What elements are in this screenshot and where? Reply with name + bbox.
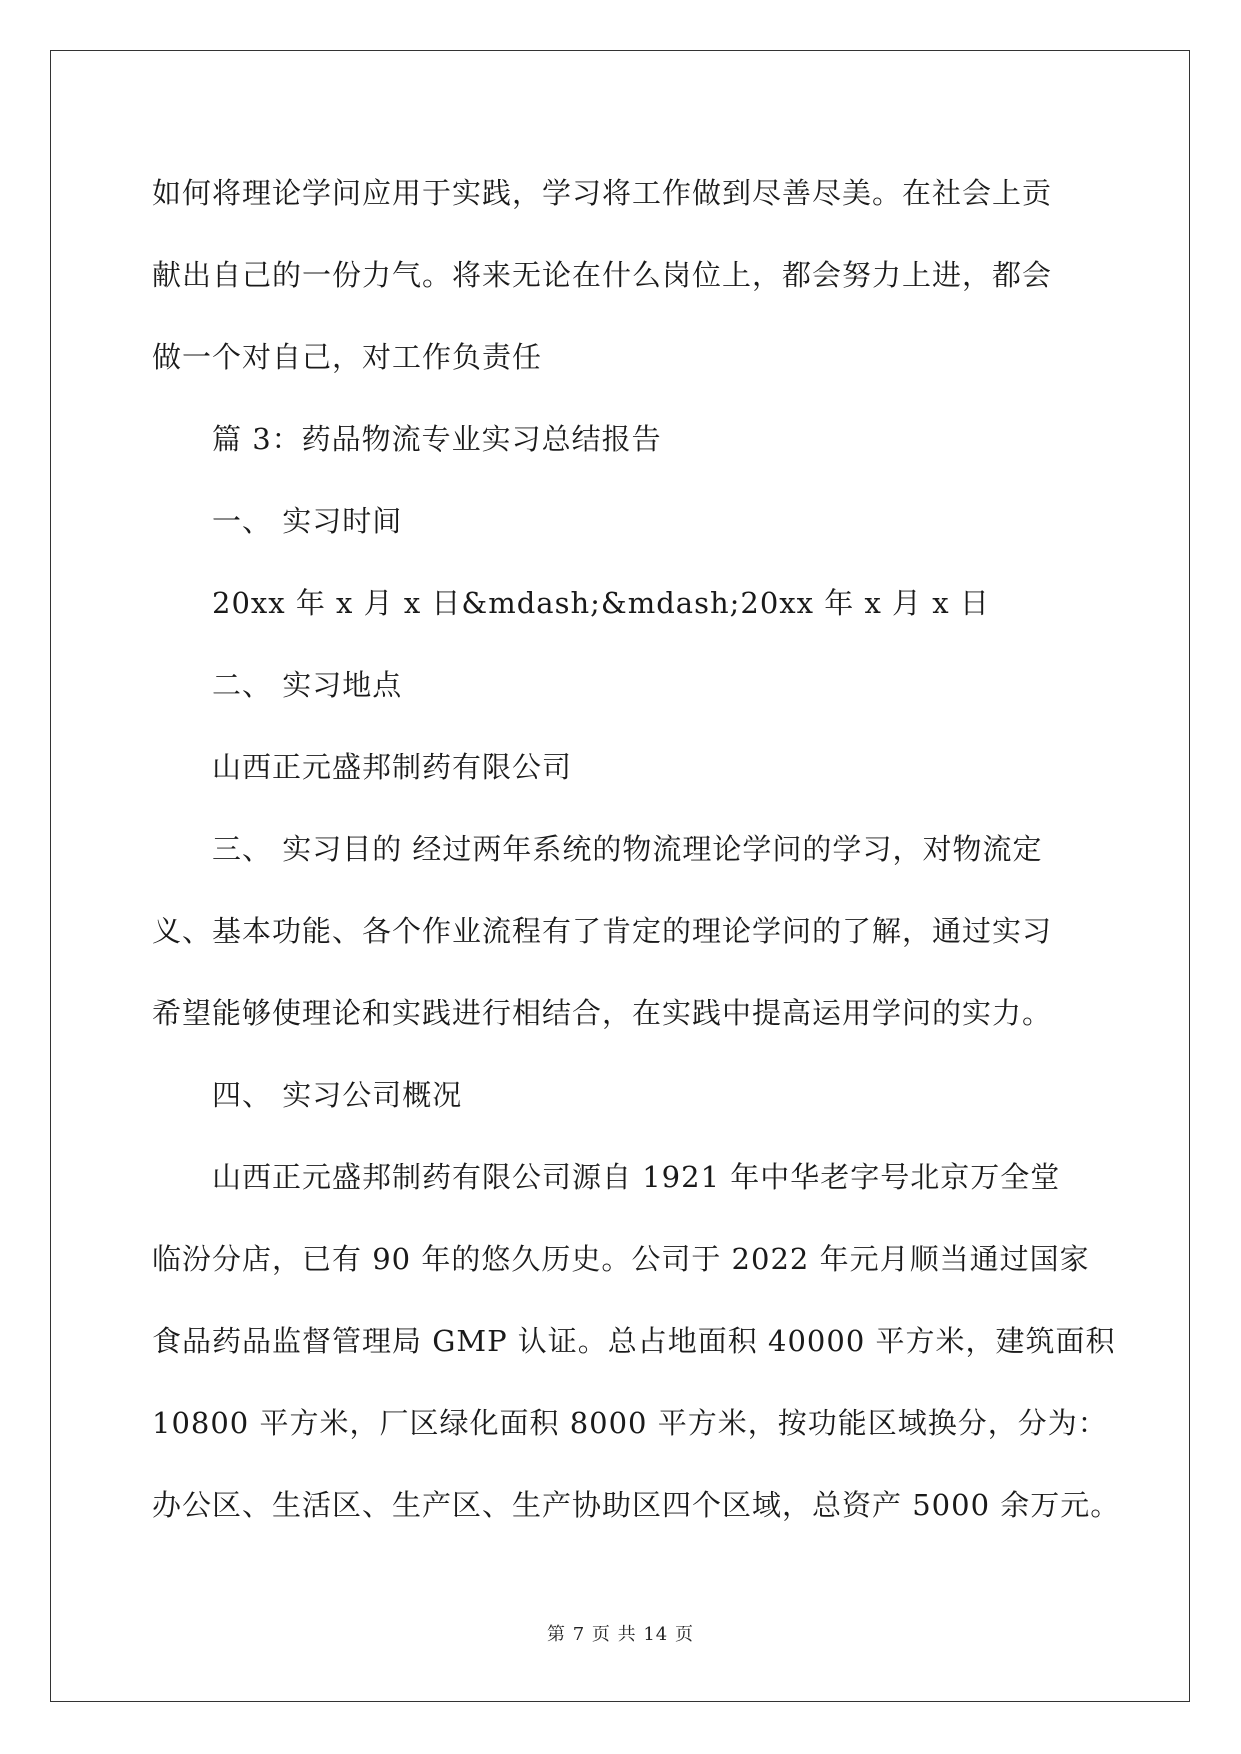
paragraph-line: 山西正元盛邦制药有限公司 xyxy=(212,750,573,784)
section-title: 篇 3：药品物流专业实习总结报告 xyxy=(212,422,662,456)
paragraph-line: 临汾分店，已有 90 年的悠久历史。公司于 2022 年元月顺当通过国家 xyxy=(152,1242,1090,1276)
paragraph-line: 食品药品监督管理局 GMP 认证。总占地面积 40000 平方米，建筑面积 xyxy=(152,1324,1116,1358)
paragraph-line: 希望能够使理论和实践进行相结合，在实践中提高运用学问的实力。 xyxy=(152,996,1053,1030)
paragraph-line: 10800 平方米，厂区绿化面积 8000 平方米，按功能区域换分，分为： xyxy=(152,1406,1108,1440)
paragraph-line: 如何将理论学问应用于实践，学习将工作做到尽善尽美。在社会上贡 xyxy=(152,176,1053,210)
section-heading: 一、 实习时间 xyxy=(212,504,403,538)
paragraph-line: 20xx 年 x 月 x 日&mdash;&mdash;20xx 年 x 月 x 日 xyxy=(212,586,990,620)
paragraph-line: 做一个对自己，对工作负责任 xyxy=(152,340,543,374)
paragraph-line: 办公区、生活区、生产区、生产协助区四个区域，总资产 5000 余万元。 xyxy=(152,1488,1121,1522)
document-body xyxy=(152,152,1121,1546)
section-heading: 二、 实习地点 xyxy=(212,668,403,702)
section-heading: 三、 实习目的 经过两年系统的物流理论学问的学习，对物流定 xyxy=(212,832,1043,866)
paragraph-line: 山西正元盛邦制药有限公司源自 1921 年中华老字号北京万全堂 xyxy=(212,1160,1061,1194)
page-number: 第 7 页 共 14 页 xyxy=(547,1624,694,1645)
paragraph-line: 义、基本功能、各个作业流程有了肯定的理论学问的了解，通过实习 xyxy=(152,914,1053,948)
section-heading: 四、 实习公司概况 xyxy=(212,1078,463,1112)
paragraph-line: 献出自己的一份力气。将来无论在什么岗位上，都会努力上进，都会 xyxy=(152,258,1053,292)
